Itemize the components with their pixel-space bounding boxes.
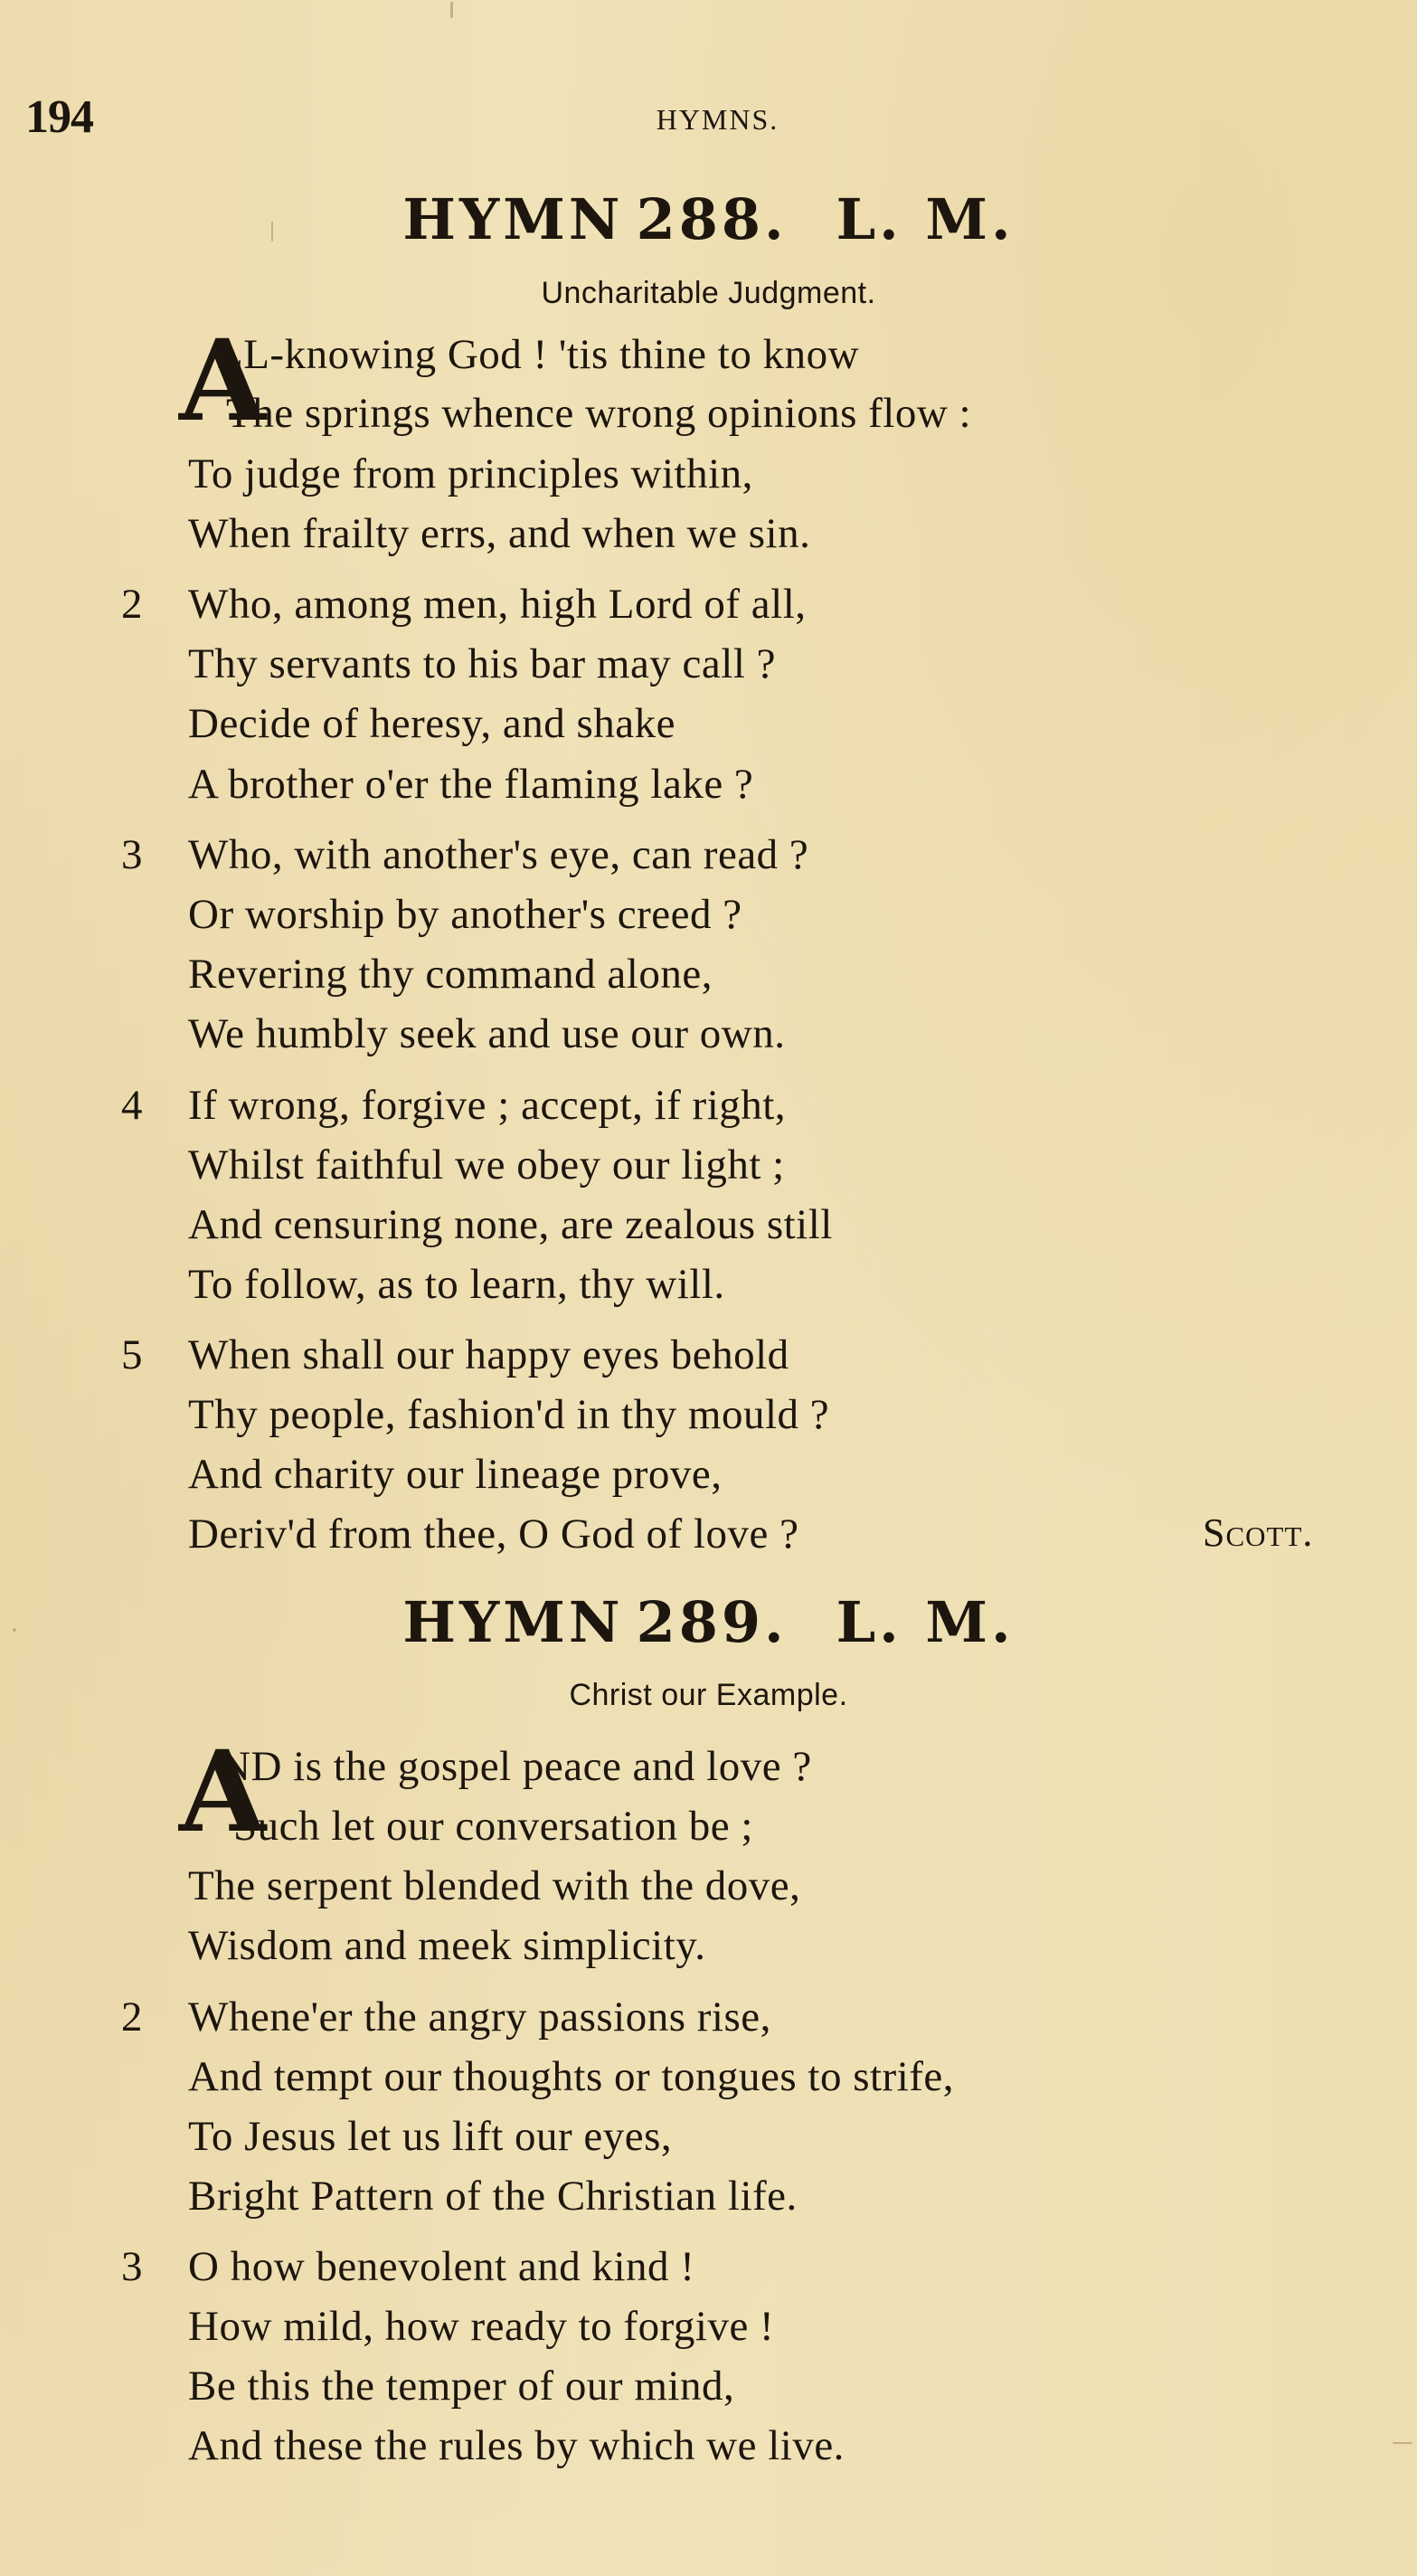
verse-line: Wisdom and meek simplicity. [188,1922,706,1969]
verse-line: To Jesus let us lift our eyes, [188,2113,673,2160]
verse-line: Whilst faithful we obey our light ; [188,1141,785,1189]
hymn-number: 288. [636,186,788,252]
paper-speck [1393,2442,1412,2444]
verse-line: Or worship by another's creed ? [188,891,742,938]
verse-line: Deriv'd from thee, O God of love ? [188,1511,799,1558]
hymn-288-subtitle: Uncharitable Judgment. [541,276,876,310]
verse-number: 5 [121,1331,143,1378]
verse-number: 2 [121,1994,143,2041]
verse-line: Thy servants to his bar may call ? [188,640,777,687]
hymn-title-word: HYMN [402,1589,624,1655]
drop-cap: A [179,316,267,447]
verse-line: The springs whence wrong opinions flow : [226,390,972,437]
hymn-author: Scott. [1203,1511,1314,1555]
verse-line: When shall our happy eyes behold [188,1331,789,1378]
verse-line: Whene'er the angry passions rise, [188,1994,771,2041]
verse-line: And tempt our thoughts or tongues to strife, [188,2053,955,2100]
verse-line: LL-knowing God ! 'tis thine to know [217,331,860,378]
verse-line: And charity our lineage prove, [188,1451,723,1498]
hymn-289-title [0,1589,1417,1655]
verse-line: Be this the temper of our mind, [188,2363,735,2410]
verse-line: We humbly seek and use our own. [188,1010,786,1057]
verse-number: 2 [121,581,143,628]
hymn-title-word: HYMN [402,186,624,252]
hymn-288-title [0,186,1417,252]
verse-line: Such let our conversation be ; [233,1803,753,1850]
verse-line: And these the rules by which we live. [188,2422,845,2469]
verse-line: How mild, how ready to forgive ! [188,2303,775,2350]
verse-line: ND is the gospel peace and love ? [220,1743,812,1790]
verse-number: 4 [121,1082,143,1129]
hymn-number: 289. [636,1589,788,1655]
hymn-289-subtitle: Christ our Example. [569,1678,848,1712]
page-number: 194 [25,91,93,143]
paper-speck [450,2,453,18]
hymn-meter: L. M. [836,1589,1015,1655]
drop-cap: A [179,1727,267,1858]
verse-line: Revering thy command alone, [188,951,713,998]
verse-number: 3 [121,831,143,878]
verse-line: Decide of heresy, and shake [188,700,675,747]
running-title: HYMNS. [656,103,779,136]
verse-line: To judge from principles within, [188,450,753,497]
verse-number: 3 [121,2243,143,2290]
verse-line: A brother o'er the flaming lake ? [188,761,754,808]
verse-line: O how benevolent and kind ! [188,2243,695,2290]
verse-line: To follow, as to learn, thy will. [188,1261,725,1308]
verse-line: Bright Pattern of the Christian life. [188,2173,798,2220]
verse-line: Thy people, fashion'd in thy mould ? [188,1391,830,1438]
hymn-meter: L. M. [836,186,1015,252]
verse-line: If wrong, forgive ; accept, if right, [188,1082,787,1129]
verse-line: Who, among men, high Lord of all, [188,581,807,628]
running-head [0,90,1417,145]
verse-line: And censuring none, are zealous still [188,1201,833,1248]
verse-line: The serpent blended with the dove, [188,1862,801,1909]
verse-line: Who, with another's eye, can read ? [188,831,809,878]
verse-line: When frailty errs, and when we sin. [188,510,811,557]
